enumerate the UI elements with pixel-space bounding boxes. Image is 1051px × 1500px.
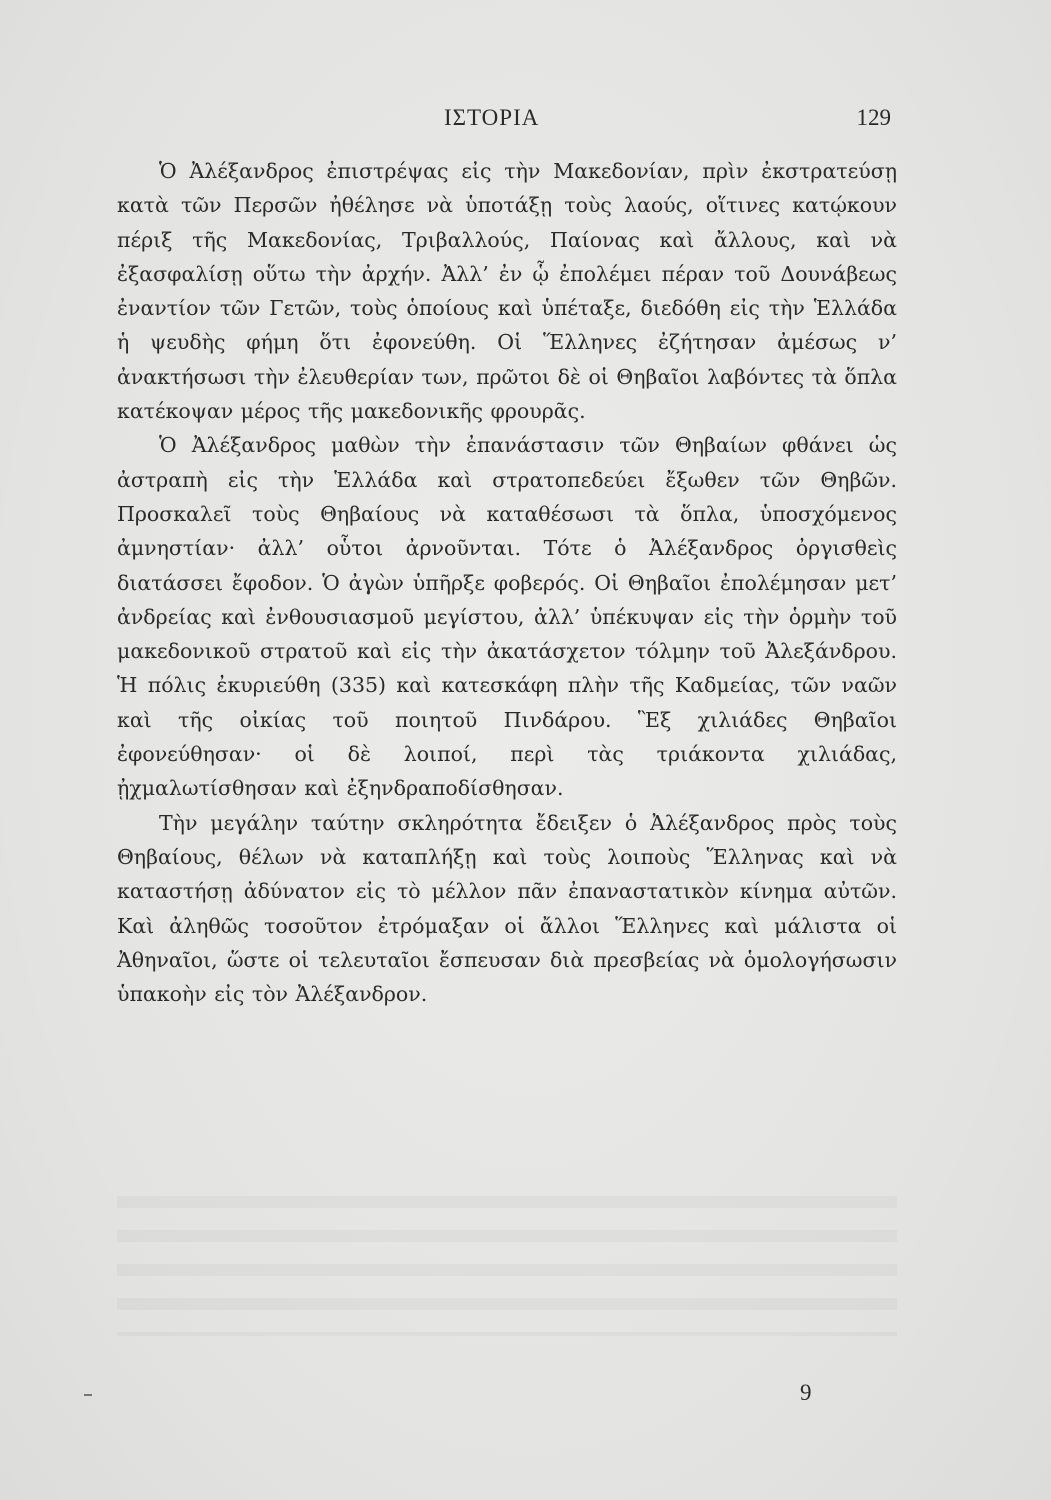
paragraph: Ὁ Ἀλέξανδρος ἐπιστρέψας εἰς τὴν Μακεδονίαν, πρὶν ἐκστρατεύσῃ κατὰ τῶν Περσῶν ἠθέλησε νὰ ὑποτάξῃ τοὺς λαούς, οἵτινες κατῴκουν πέριξ τῆς Μακεδονίας, Τριβαλλούς, Παίονας καὶ ἄλλους, καὶ νὰ ἐξασφαλίσῃ οὕτω τὴν ἀρχήν. Ἀλλ’ ἐν ᾧ ἐπολέμει πέραν τοῦ Δουνάβεως ἐναντίον τῶν Γετῶν, τοὺς ὁποίους καὶ ὑπέταξε, διεδόθη εἰς τὴν Ἑλλάδα ἡ ψευδὴς φήμη ὅτι ἐφονεύθη. Οἱ Ἕλληνες ἐζήτησαν ἀμέσως ν’ ἀνακτήσωσι τὴν ἐλευθερίαν των, πρῶτοι δὲ οἱ Θηβαῖοι λαβόντες τὰ ὅπλα κατέκοψαν μέρος τῆς μακεδονικῆς φρουρᾶς. — [117, 159, 897, 424]
bleed-through-shadow — [117, 1196, 897, 1336]
paragraph: Τὴν μεγάλην ταύτην σκληρότητα ἔδειξεν ὁ Ἀλέξανδρος πρὸς τοὺς Θηβαίους, θέλων νὰ καταπλήξῃ καὶ τοὺς λοιποὺς Ἕλληνας καὶ νὰ καταστήσῃ ἀδύνατον εἰς τὸ μέλλον πᾶν ἐπαναστατικὸν κίνημα αὐτῶν. Καὶ ἀληθῶς τοσοῦτον ἐτρόμαξαν οἱ ἄλλοι Ἕλληνες καὶ μάλιστα οἱ Ἀθηναῖοι, ὥστε οἱ τελευταῖοι ἔσπευσαν διὰ πρεσβείας νὰ ὁμολογήσωσιν ὑπακοὴν εἰς τὸν Ἀλέξανδρον. — [117, 810, 897, 1007]
margin-dash — [84, 1394, 92, 1396]
page-number: 129 — [856, 105, 891, 130]
running-head-title: ΙΣΤΟΡΙΑ — [444, 105, 540, 130]
signature-mark: 9 — [800, 1380, 812, 1405]
paragraph: Ὁ Ἀλέξανδρος μαθὼν τὴν ἐπανάστασιν τῶν Θηβαίων φθάνει ὡς ἀστραπὴ εἰς τὴν Ἑλλάδα καὶ στρατοπεδεύει ἔξωθεν τῶν Θηβῶν. Προσκαλεῖ τοὺς Θηβαίους νὰ καταθέσωσι τὰ ὅπλα, ὑποσχόμενος ἀμνηστίαν· ἀλλ’ οὗτοι ἀρνοῦνται. Τότε ὁ Ἀλέξανδρος ὀργισθεὶς διατάσσει ἔφοδον. Ὁ ἀγὼν ὑπῆρξε φοβερός. Οἱ Θηβαῖοι ἐπολέμησαν μετ’ ἀνδρείας καὶ ἐνθουσιασμοῦ μεγίστου, ἀλλ’ ὑπέκυψαν εἰς τὴν ὁρμὴν τοῦ μακεδονικοῦ στρατοῦ καὶ εἰς τὴν ἀκατάσχετον τόλμην τοῦ Ἀλεξάνδρου. Ἡ πόλις ἐκυριεύθη (335) καὶ κατεσκάφη πλὴν τῆς Καδμείας, τῶν ναῶν καὶ τῆς οἰκίας τοῦ ποιητοῦ Πινδάρου. Ἓξ χιλιάδες Θηβαῖοι ἐφονεύθησαν· οἱ δὲ λοιποί, περὶ τὰς τριάκοντα χιλιάδας, ᾐχμαλωτίσθησαν καὶ ἐξηνδραποδίσθησαν. — [117, 433, 897, 801]
body-text — [117, 154, 897, 1011]
